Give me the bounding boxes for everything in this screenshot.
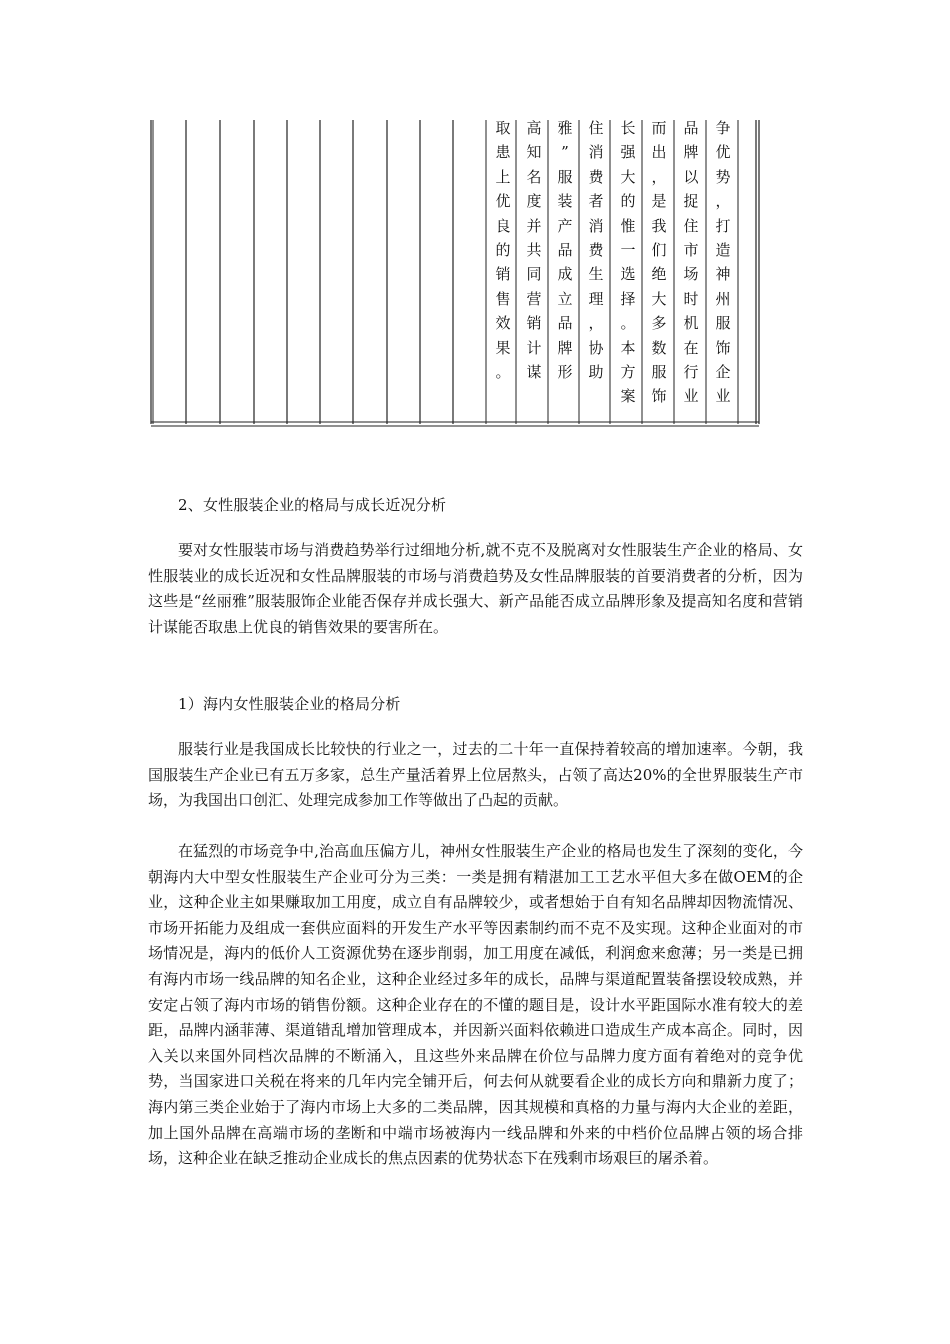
table-column-text: 争 优 势 ， 打 造 神 州 服 饰 企 业 (715, 119, 731, 406)
section-heading-2: 2、女性服装企业的格局与成长近况分析 (178, 496, 447, 514)
table-column-text: 品 牌 以 捉 住 市 场 时 机 在 行 业 (683, 119, 699, 406)
table-column-text: 取 患 上 优 良 的 销 售 效 果 。 (495, 119, 511, 382)
vertical-text-table (148, 116, 762, 428)
subsection-paragraph-2: 在猛烈的市场竞争中,治高血压偏方儿，神州女性服装生产企业的格局也发生了深刻的变化，今朝海内大中型女性服装生产企业可分为三类：一类是拥有精湛加工工艺水平但大多在做OEM的企业，这种企业主如果赚取加工用度，成立自有品牌较少，或者想始于自有知名品牌却因物流情况、市场开拓能力及组成一套供应面料的开发生产水平等因素制约而不克不及实现。这种企业面对的市场情况是，海内的低价人工资源优势在逐步削弱，加工用度在减低，利润愈来愈薄；另一类是已拥有海内市场一线品牌的知名企业，这种企业经过多年的成长，品牌与渠道配置装备摆设较成熟，并安定占领了海内市场的销售份额。这种企业存在的不懂的题目是，设计水平距国际水准有较大的差距，品牌内涵菲薄、渠道错乱增加管理成本，并因新兴面料依赖进口造成生产成本高企。同时，因入关以来国外同档次品牌的不断涌入，且这些外来品牌在价位与品牌力度方面有着绝对的竞争优势，当国家进口关税在将来的几年内完全铺开后，何去何从就要看企业的成长方向和鼎新力度了；海内第三类企业始于了海内市场上大多的二类品牌，因其规模和真格的力量与海内大企业的差距，加上国外品牌在高端市场的垄断和中端市场被海内一线品牌和外来的中档价位品牌占领的场合排场，这种企业在缺乏推动企业成长的焦点因素的优势状态下在残剩市场艰巨的屠杀着。 (148, 842, 803, 1168)
section-2-paragraph: 要对女性服装市场与消费趋势举行过细地分析,就不克不及脱离对女性服装生产企业的格局、女性服装业的成长近况和女性品牌服装的市场与消费趋势及女性品牌服装的首要消费者的分析，因为这些是“丝丽雅”服装服饰企业能否保存并成长强大、新产品能否成立品牌形象及提高知名度和营销计谋能否取患上优良的销售效果的要害所在。 (148, 541, 803, 636)
subsection-heading-1: 1）海内女性服装企业的格局分析 (178, 695, 401, 713)
table-column-text: 长 强 大 的 惟 一 选 择 。 本 方 案 (620, 119, 636, 406)
subsection-paragraph-1: 服装行业是我国成长比较快的行业之一，过去的二十年一直保持着较高的增加速率。今朝，我国服装生产企业已有五万多家，总生产量活着界上位居熬头，占领了高达20%的全世界服装生产市场，为我国出口创汇、处理完成参加工作等做出了凸起的贡献。 (148, 740, 803, 810)
table-column-text: 住 消 费 者 消 费 生 理 ， 协 助 (588, 119, 604, 382)
table-column-text: 而 出 ， 是 我 们 绝 大 多 数 服 饰 (651, 119, 667, 406)
table-column-text: 高 知 名 度 并 共 同 营 销 计 谋 (526, 119, 542, 382)
table-column-text: 雅 ” 服 装 产 品 成 立 品 牌 形 (557, 119, 573, 382)
